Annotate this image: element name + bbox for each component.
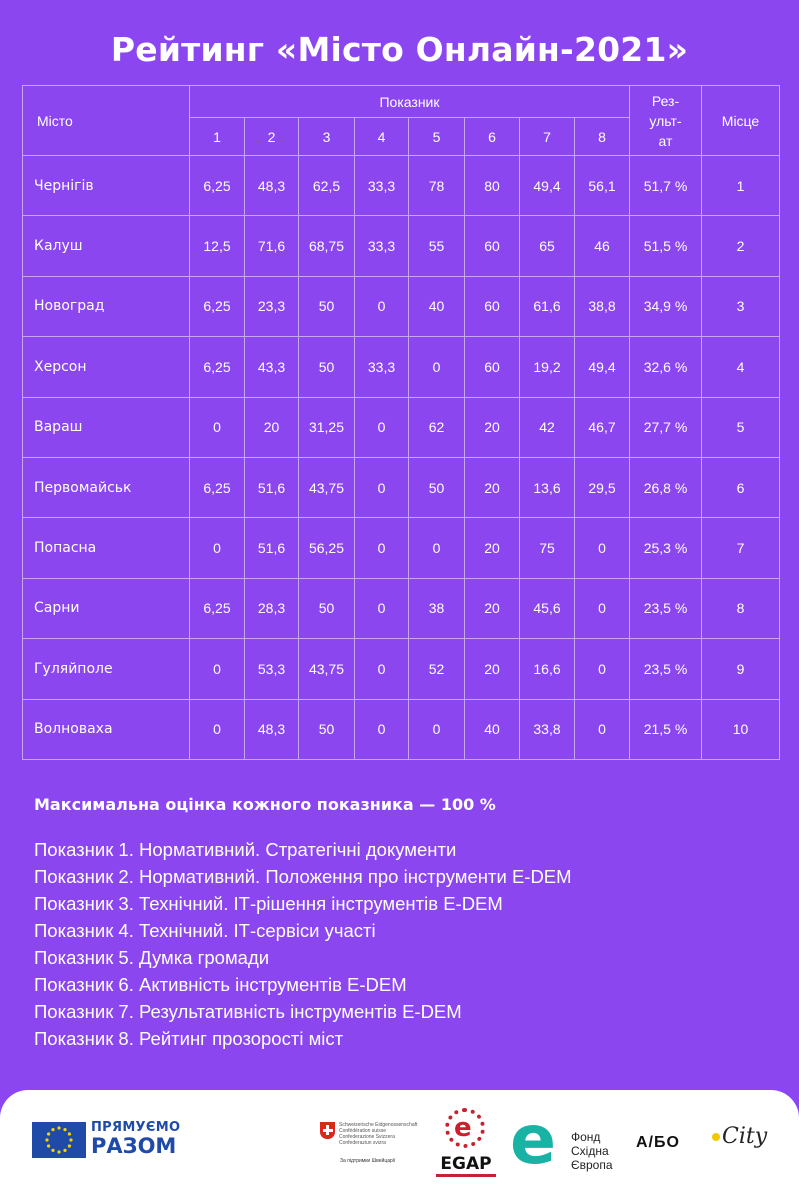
indicator-value: 80 bbox=[465, 156, 520, 216]
column-header-indicator-6: 6 bbox=[465, 118, 520, 156]
indicator-value: 20 bbox=[465, 518, 520, 578]
column-header-indicator-2: 2 bbox=[245, 118, 299, 156]
column-header-place: Місце bbox=[702, 86, 780, 156]
result-value: 23,5 % bbox=[630, 578, 702, 638]
indicator-value: 33,3 bbox=[355, 156, 409, 216]
column-header-city: Місто bbox=[23, 86, 190, 156]
indicator-value: 56,1 bbox=[575, 156, 630, 216]
swiss-cross-icon bbox=[320, 1122, 335, 1139]
table-row bbox=[23, 457, 780, 517]
city-name: Калуш bbox=[23, 216, 190, 276]
indicator-value: 46,7 bbox=[575, 397, 630, 457]
indicator-value: 50 bbox=[299, 337, 355, 397]
indicator-value: 0 bbox=[355, 457, 409, 517]
indicator-value: 0 bbox=[409, 518, 465, 578]
indicator-value: 20 bbox=[465, 457, 520, 517]
indicator-value: 60 bbox=[465, 337, 520, 397]
table-body bbox=[23, 156, 780, 760]
indicator-value: 0 bbox=[575, 639, 630, 699]
result-value: 23,5 % bbox=[630, 639, 702, 699]
indicator-description: Показник 4. Технічний. ІТ-сервіси участі bbox=[34, 920, 376, 941]
indicator-value: 50 bbox=[299, 699, 355, 759]
indicator-value: 38,8 bbox=[575, 276, 630, 336]
indicator-value: 65 bbox=[520, 216, 575, 276]
indicator-value: 49,4 bbox=[520, 156, 575, 216]
place-value: 10 bbox=[702, 699, 780, 759]
indicator-value: 23,3 bbox=[245, 276, 299, 336]
indicator-value: 68,75 bbox=[299, 216, 355, 276]
indicator-value: 6,25 bbox=[190, 578, 245, 638]
indicator-value: 71,6 bbox=[245, 216, 299, 276]
indicator-value: 52 bbox=[409, 639, 465, 699]
place-value: 7 bbox=[702, 518, 780, 578]
indicator-value: 49,4 bbox=[575, 337, 630, 397]
place-value: 6 bbox=[702, 457, 780, 517]
indicator-value: 0 bbox=[355, 578, 409, 638]
place-value: 3 bbox=[702, 276, 780, 336]
column-header-indicator-8: 8 bbox=[575, 118, 630, 156]
city-name: Попасна bbox=[23, 518, 190, 578]
indicator-value: 20 bbox=[465, 639, 520, 699]
result-value: 51,7 % bbox=[630, 156, 702, 216]
place-value: 4 bbox=[702, 337, 780, 397]
city-name: Первомайськ bbox=[23, 457, 190, 517]
indicator-value: 6,25 bbox=[190, 457, 245, 517]
abo-logo: А/БО bbox=[636, 1134, 680, 1151]
indicator-value: 46 bbox=[575, 216, 630, 276]
indicator-value: 16,6 bbox=[520, 639, 575, 699]
city-name: Сарни bbox=[23, 578, 190, 638]
footer-logos bbox=[0, 1090, 799, 1200]
indicator-value: 51,6 bbox=[245, 457, 299, 517]
city-name: Новоград bbox=[23, 276, 190, 336]
indicator-value: 53,3 bbox=[245, 639, 299, 699]
indicator-value: 33,8 bbox=[520, 699, 575, 759]
indicator-value: 43,3 bbox=[245, 337, 299, 397]
city-name: Волноваха bbox=[23, 699, 190, 759]
table-row bbox=[23, 699, 780, 759]
east-europe-foundation-icon: e bbox=[510, 1101, 557, 1180]
indicator-legend bbox=[34, 836, 572, 1052]
indicator-value: 60 bbox=[465, 276, 520, 336]
table-header bbox=[23, 86, 780, 156]
indicator-value: 42 bbox=[520, 397, 575, 457]
indicator-description: Показник 8. Рейтинг прозорості міст bbox=[34, 1028, 344, 1049]
result-value: 27,7 % bbox=[630, 397, 702, 457]
column-header-indicator-group: Показник bbox=[190, 86, 630, 118]
egap-logo: e EGAP bbox=[436, 1108, 496, 1188]
indicator-value: 48,3 bbox=[245, 156, 299, 216]
indicator-value: 19,2 bbox=[520, 337, 575, 397]
table-row bbox=[23, 518, 780, 578]
city-name: Херсон bbox=[23, 337, 190, 397]
east-europe-foundation-logo: Фонд Східна Європа bbox=[571, 1130, 613, 1172]
swiss-support-text: За підтримки Швейцарії bbox=[340, 1158, 396, 1164]
result-value: 26,8 % bbox=[630, 457, 702, 517]
indicator-value: 0 bbox=[355, 397, 409, 457]
indicator-description: Показник 3. Технічний. ІТ-рішення інструментів E-DEM bbox=[34, 893, 503, 914]
indicator-value: 61,6 bbox=[520, 276, 575, 336]
indicator-value: 51,6 bbox=[245, 518, 299, 578]
table-row bbox=[23, 397, 780, 457]
indicator-value: 45,6 bbox=[520, 578, 575, 638]
indicator-value: 48,3 bbox=[245, 699, 299, 759]
indicator-description: Показник 7. Результативність інструментів E-DEM bbox=[34, 1001, 462, 1022]
indicator-value: 28,3 bbox=[245, 578, 299, 638]
swiss-confederation-logo: Schweizerische Eidgenossenschaft Confédération suisse Confederazione Svizzera Confederaziun svizra За підтримки Швейцарії bbox=[320, 1122, 417, 1146]
rating-table bbox=[22, 85, 780, 760]
place-value: 2 bbox=[702, 216, 780, 276]
indicator-value: 0 bbox=[575, 518, 630, 578]
city-name: Вараш bbox=[23, 397, 190, 457]
indicator-description: Показник 6. Активність інструментів E-DEM bbox=[34, 974, 407, 995]
column-header-result: Рез- ульт- ат bbox=[630, 86, 702, 156]
indicator-value: 55 bbox=[409, 216, 465, 276]
indicator-value: 33,3 bbox=[355, 337, 409, 397]
indicator-value: 62,5 bbox=[299, 156, 355, 216]
indicator-value: 62 bbox=[409, 397, 465, 457]
pryamuiemo-razom-logo: ПРЯМУЄМО РАЗОМ bbox=[91, 1120, 181, 1158]
indicator-value: 12,5 bbox=[190, 216, 245, 276]
indicator-value: 43,75 bbox=[299, 639, 355, 699]
indicator-value: 56,25 bbox=[299, 518, 355, 578]
result-value: 34,9 % bbox=[630, 276, 702, 336]
indicator-value: 60 bbox=[465, 216, 520, 276]
table-row bbox=[23, 578, 780, 638]
place-value: 9 bbox=[702, 639, 780, 699]
result-value: 51,5 % bbox=[630, 216, 702, 276]
indicator-value: 20 bbox=[465, 578, 520, 638]
indicator-value: 0 bbox=[190, 397, 245, 457]
indicator-value: 0 bbox=[575, 699, 630, 759]
column-header-indicator-5: 5 bbox=[409, 118, 465, 156]
indicator-value: 50 bbox=[299, 578, 355, 638]
result-value: 21,5 % bbox=[630, 699, 702, 759]
table-row bbox=[23, 276, 780, 336]
indicator-value: 0 bbox=[190, 639, 245, 699]
indicator-value: 75 bbox=[520, 518, 575, 578]
indicator-description: Показник 1. Нормативний. Стратегічні документи bbox=[34, 839, 457, 860]
indicator-value: 43,75 bbox=[299, 457, 355, 517]
table-row bbox=[23, 639, 780, 699]
indicator-value: 20 bbox=[465, 397, 520, 457]
indicator-value: 0 bbox=[409, 699, 465, 759]
place-value: 8 bbox=[702, 578, 780, 638]
indicator-value: 6,25 bbox=[190, 337, 245, 397]
column-header-indicator-1: 1 bbox=[190, 118, 245, 156]
indicator-value: 0 bbox=[190, 699, 245, 759]
indicator-value: 0 bbox=[190, 518, 245, 578]
city-name: Гуляйполе bbox=[23, 639, 190, 699]
indicator-value: 0 bbox=[355, 276, 409, 336]
page-title: Рейтинг «Місто Онлайн-2021» bbox=[110, 30, 689, 69]
column-header-indicator-4: 4 bbox=[355, 118, 409, 156]
eu-flag-icon bbox=[32, 1122, 86, 1158]
indicator-value: 31,25 bbox=[299, 397, 355, 457]
indicator-value: 38 bbox=[409, 578, 465, 638]
indicator-description: Показник 5. Думка громади bbox=[34, 947, 270, 968]
indicator-value: 0 bbox=[355, 518, 409, 578]
city-logo: City bbox=[712, 1124, 767, 1149]
indicator-value: 33,3 bbox=[355, 216, 409, 276]
column-header-indicator-7: 7 bbox=[520, 118, 575, 156]
result-value: 32,6 % bbox=[630, 337, 702, 397]
place-value: 1 bbox=[702, 156, 780, 216]
result-value: 25,3 % bbox=[630, 518, 702, 578]
indicator-value: 20 bbox=[245, 397, 299, 457]
column-header-indicator-3: 3 bbox=[299, 118, 355, 156]
indicator-value: 50 bbox=[409, 457, 465, 517]
indicator-value: 6,25 bbox=[190, 276, 245, 336]
yellow-dot-icon bbox=[712, 1133, 720, 1141]
indicator-value: 40 bbox=[409, 276, 465, 336]
indicator-value: 13,6 bbox=[520, 457, 575, 517]
max-score-note: Максимальна оцінка кожного показника — 100 % bbox=[34, 795, 496, 814]
indicator-value: 0 bbox=[409, 337, 465, 397]
indicator-value: 0 bbox=[575, 578, 630, 638]
indicator-value: 29,5 bbox=[575, 457, 630, 517]
table-row bbox=[23, 216, 780, 276]
indicator-description: Показник 2. Нормативний. Положення про інструменти E-DEM bbox=[34, 866, 572, 887]
indicator-value: 40 bbox=[465, 699, 520, 759]
indicator-value: 0 bbox=[355, 639, 409, 699]
table-row bbox=[23, 156, 780, 216]
table-row bbox=[23, 337, 780, 397]
place-value: 5 bbox=[702, 397, 780, 457]
indicator-value: 78 bbox=[409, 156, 465, 216]
indicator-value: 50 bbox=[299, 276, 355, 336]
city-name: Чернігів bbox=[23, 156, 190, 216]
indicator-value: 6,25 bbox=[190, 156, 245, 216]
indicator-value: 0 bbox=[355, 699, 409, 759]
